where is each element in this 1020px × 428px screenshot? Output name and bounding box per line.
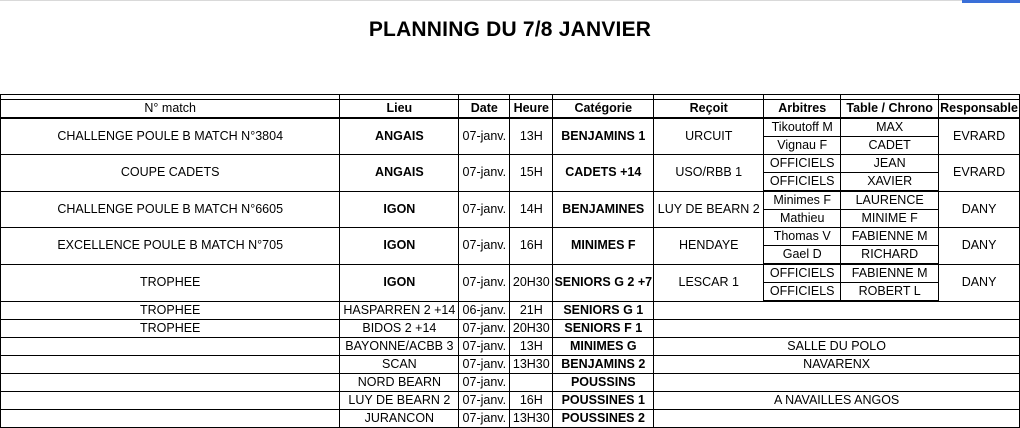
heure-cell[interactable]: 13H	[510, 338, 553, 356]
table-chrono-cell[interactable]: MAX	[841, 118, 939, 137]
recoit-cell[interactable]: USO/RBB 1	[654, 155, 764, 192]
categorie-cell[interactable]: BENJAMINS 2	[553, 356, 654, 374]
table-chrono-cell[interactable]: CADET	[841, 137, 939, 155]
lieu-cell[interactable]: ANGAIS	[340, 118, 459, 155]
categorie-cell[interactable]: MINIMES F	[553, 228, 654, 265]
lieu-cell[interactable]: ANGAIS	[340, 155, 459, 192]
categorie-cell[interactable]: SENIORS G 1	[553, 301, 654, 320]
date-cell[interactable]: 07-janv.	[459, 118, 510, 155]
date-cell[interactable]: 07-janv.	[459, 228, 510, 265]
heure-cell[interactable]: 13H30	[510, 356, 553, 374]
note-cell[interactable]	[654, 301, 1020, 320]
responsable-cell[interactable]: DANY	[939, 228, 1020, 265]
away-row	[1, 410, 1020, 428]
date-cell[interactable]: 07-janv.	[459, 264, 510, 301]
table-chrono-cell[interactable]: ROBERT L	[841, 283, 939, 302]
away-row	[1, 356, 1020, 374]
arbitre-cell[interactable]: Gael D	[764, 246, 841, 265]
categorie-cell[interactable]: POUSSINS	[553, 374, 654, 392]
match-cell[interactable]: TROPHEE	[1, 301, 340, 320]
table-row	[1, 228, 1020, 246]
table-row	[1, 191, 1020, 210]
lieu-cell[interactable]: IGON	[340, 228, 459, 265]
table-chrono-cell[interactable]: RICHARD	[841, 246, 939, 265]
lieu-cell[interactable]: LUY DE BEARN 2	[340, 392, 459, 410]
responsable-cell[interactable]: DANY	[939, 264, 1020, 301]
table-chrono-cell[interactable]: LAURENCE	[841, 191, 939, 210]
note-cell[interactable]: SALLE DU POLO	[654, 338, 1020, 356]
match-cell[interactable]: CHALLENGE POULE B MATCH N°6605	[1, 191, 340, 228]
date-cell[interactable]: 07-janv.	[459, 155, 510, 192]
responsable-cell[interactable]: EVRARD	[939, 155, 1020, 192]
page-title: PLANNING DU 7/8 JANVIER	[368, 18, 652, 41]
header-cell[interactable]: Arbitres	[764, 100, 841, 119]
match-cell[interactable]	[1, 374, 340, 392]
recoit-cell[interactable]: HENDAYE	[654, 228, 764, 265]
match-cell[interactable]: CHALLENGE POULE B MATCH N°3804	[1, 118, 340, 155]
note-cell[interactable]: A NAVAILLES ANGOS	[654, 392, 1020, 410]
date-cell[interactable]: 07-janv.	[459, 410, 510, 428]
date-cell[interactable]: 06-janv.	[459, 301, 510, 320]
table-chrono-cell[interactable]: XAVIER	[841, 173, 939, 192]
note-cell[interactable]: NAVARENX	[654, 356, 1020, 374]
date-cell[interactable]: 07-janv.	[459, 392, 510, 410]
header-cell[interactable]: Catégorie	[553, 100, 654, 119]
categorie-cell[interactable]: BENJAMINES	[553, 191, 654, 228]
table-chrono-cell[interactable]: MINIME F	[841, 210, 939, 228]
date-cell[interactable]: 07-janv.	[459, 338, 510, 356]
match-cell[interactable]	[1, 410, 340, 428]
date-cell[interactable]: 07-janv.	[459, 320, 510, 338]
date-cell[interactable]: 07-janv.	[459, 374, 510, 392]
heure-cell[interactable]: 20H30	[510, 264, 553, 301]
table-chrono-cell[interactable]: FABIENNE M	[841, 264, 939, 283]
arbitre-cell[interactable]: Minimes F	[764, 191, 841, 210]
table-row	[1, 118, 1020, 137]
categorie-cell[interactable]: SENIORS F 1	[553, 320, 654, 338]
lieu-cell[interactable]: BIDOS 2 +14	[340, 320, 459, 338]
away-row	[1, 392, 1020, 410]
heure-cell[interactable]: 15H	[510, 155, 553, 192]
arbitre-cell[interactable]: Mathieu	[764, 210, 841, 228]
lieu-cell[interactable]: JURANCON	[340, 410, 459, 428]
header-row	[1, 100, 1020, 119]
lieu-cell[interactable]: HASPARREN 2 +14	[340, 301, 459, 320]
categorie-cell[interactable]: POUSSINES 2	[553, 410, 654, 428]
note-cell[interactable]	[654, 320, 1020, 338]
match-cell[interactable]	[1, 338, 340, 356]
recoit-cell[interactable]: LUY DE BEARN 2	[654, 191, 764, 228]
categorie-cell[interactable]: SENIORS G 2 +7	[553, 264, 654, 301]
recoit-cell[interactable]: URCUIT	[654, 118, 764, 155]
selection-accent	[962, 0, 1020, 3]
header-cell[interactable]: Responsable	[939, 100, 1020, 119]
heure-cell[interactable]: 16H	[510, 228, 553, 265]
categorie-cell[interactable]: MINIMES G	[553, 338, 654, 356]
lieu-cell[interactable]: IGON	[340, 264, 459, 301]
match-cell[interactable]: COUPE CADETS	[1, 155, 340, 192]
match-cell[interactable]: TROPHEE	[1, 264, 340, 301]
planning-table	[0, 94, 1020, 428]
match-cell[interactable]: EXCELLENCE POULE B MATCH N°705	[1, 228, 340, 265]
table-chrono-cell[interactable]: FABIENNE M	[841, 228, 939, 246]
lieu-cell[interactable]: NORD BEARN	[340, 374, 459, 392]
arbitre-cell[interactable]: OFFICIELS	[764, 173, 841, 192]
top-border	[0, 0, 1020, 1]
away-row	[1, 301, 1020, 320]
arbitre-cell[interactable]: OFFICIELS	[764, 264, 841, 283]
responsable-cell[interactable]: EVRARD	[939, 118, 1020, 155]
away-row	[1, 338, 1020, 356]
lieu-cell[interactable]: SCAN	[340, 356, 459, 374]
categorie-cell[interactable]: BENJAMINS 1	[553, 118, 654, 155]
arbitre-cell[interactable]: Thomas V	[764, 228, 841, 246]
lieu-cell[interactable]: IGON	[340, 191, 459, 228]
header-cell[interactable]: Date	[459, 100, 510, 119]
heure-cell[interactable]: 21H	[510, 301, 553, 320]
header-cell[interactable]: Heure	[510, 100, 553, 119]
arbitre-cell[interactable]: OFFICIELS	[764, 283, 841, 302]
responsable-cell[interactable]: DANY	[939, 191, 1020, 228]
heure-cell[interactable]	[510, 374, 553, 392]
heure-cell[interactable]: 13H	[510, 118, 553, 155]
header-cell[interactable]: N° match	[1, 100, 340, 119]
categorie-cell[interactable]: POUSSINES 1	[553, 392, 654, 410]
header-cell[interactable]: Lieu	[340, 100, 459, 119]
date-cell[interactable]: 07-janv.	[459, 191, 510, 228]
note-cell[interactable]	[654, 410, 1020, 428]
arbitre-cell[interactable]: Tikoutoff M	[764, 118, 841, 137]
heure-cell[interactable]: 16H	[510, 392, 553, 410]
heure-cell[interactable]: 14H	[510, 191, 553, 228]
table-chrono-cell[interactable]: JEAN	[841, 155, 939, 173]
table-row	[1, 155, 1020, 173]
match-cell[interactable]: TROPHEE	[1, 320, 340, 338]
lieu-cell[interactable]: BAYONNE/ACBB 3	[340, 338, 459, 356]
away-row	[1, 374, 1020, 392]
header-cell[interactable]: Reçoit	[654, 100, 764, 119]
arbitre-cell[interactable]: Vignau F	[764, 137, 841, 155]
categorie-cell[interactable]: CADETS +14	[553, 155, 654, 192]
note-cell[interactable]	[654, 374, 1020, 392]
table-row	[1, 264, 1020, 283]
match-cell[interactable]	[1, 356, 340, 374]
heure-cell[interactable]: 20H30	[510, 320, 553, 338]
header-cell[interactable]: Table / Chrono	[841, 100, 939, 119]
date-cell[interactable]: 07-janv.	[459, 356, 510, 374]
away-row	[1, 320, 1020, 338]
arbitre-cell[interactable]: OFFICIELS	[764, 155, 841, 173]
match-cell[interactable]	[1, 392, 340, 410]
recoit-cell[interactable]: LESCAR 1	[654, 264, 764, 301]
heure-cell[interactable]: 13H30	[510, 410, 553, 428]
